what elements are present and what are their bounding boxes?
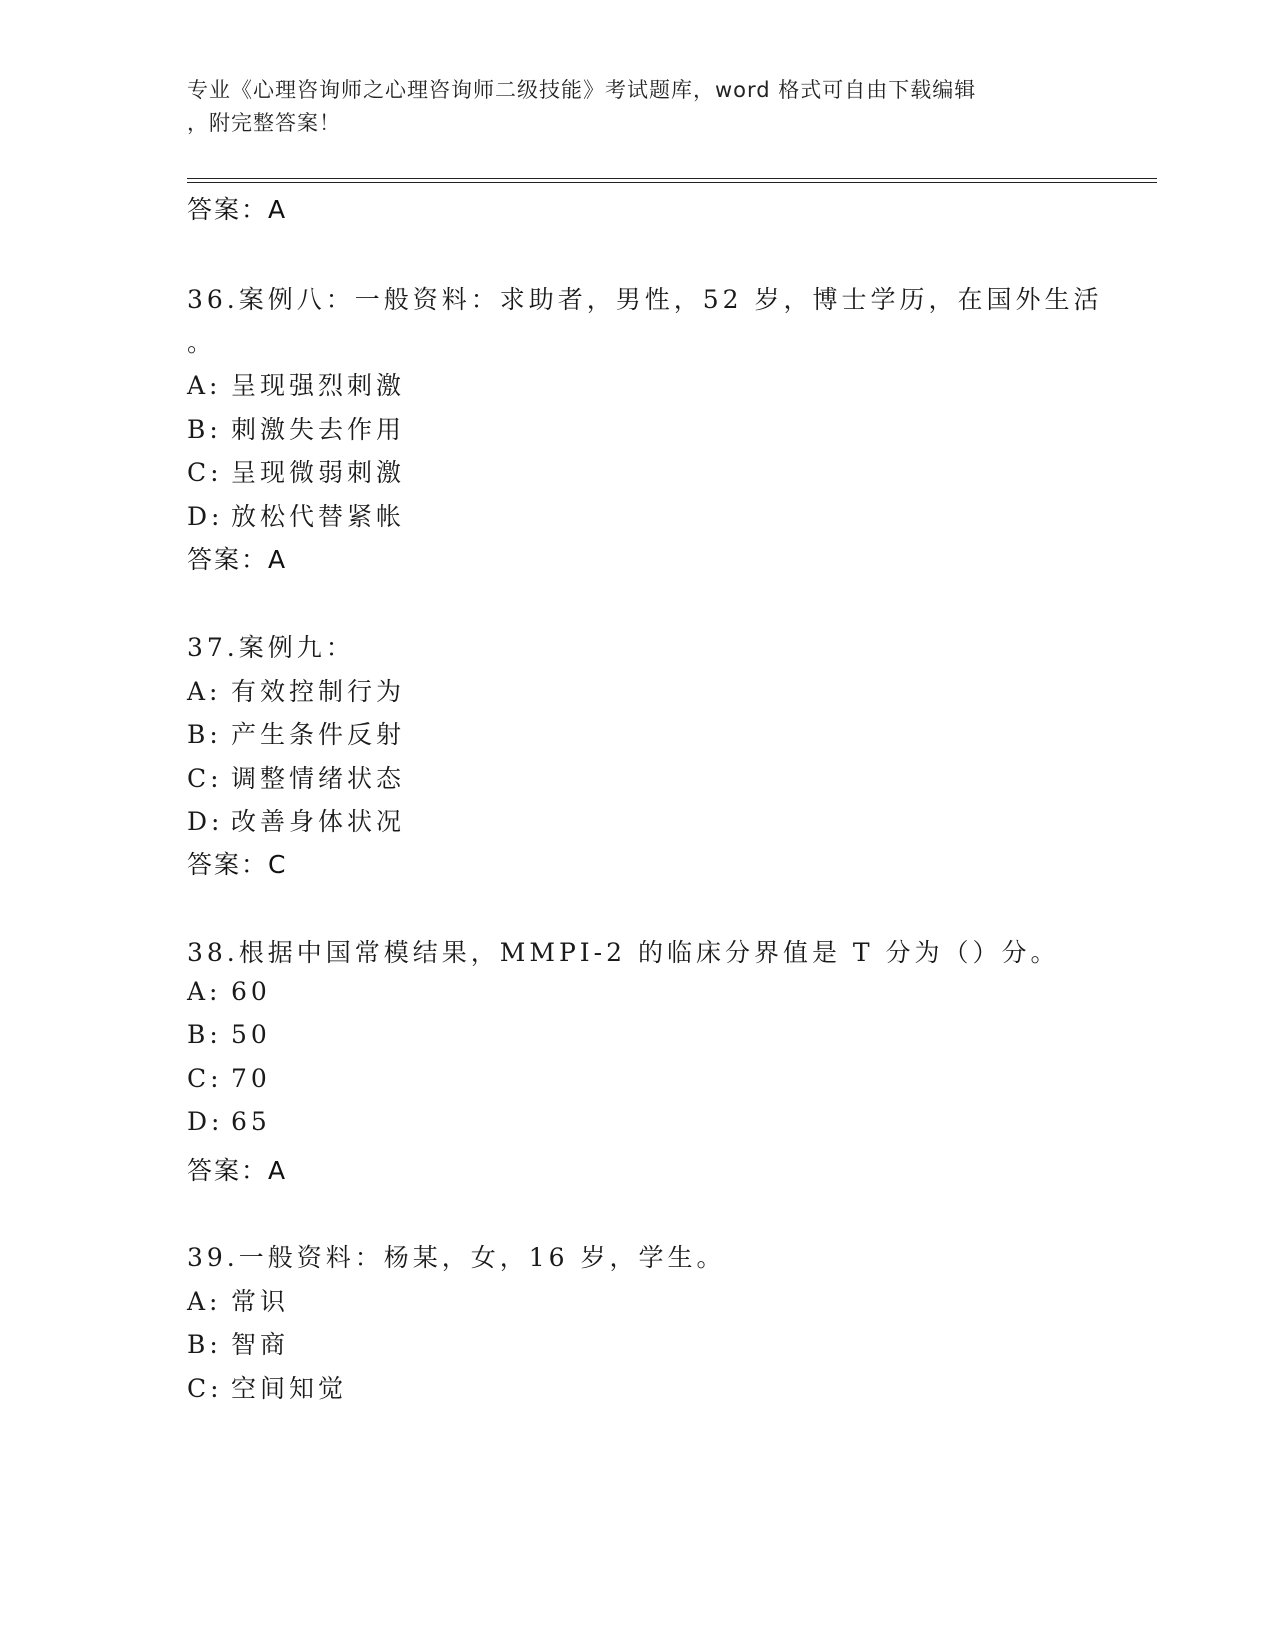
question-stem: 39.一般资料：杨某，女，16 岁，学生。: [187, 1243, 726, 1272]
option-label: A:: [187, 371, 222, 400]
option-b: [187, 410, 405, 446]
option-label: B:: [187, 415, 222, 444]
option-text: 有效控制行为: [231, 677, 406, 706]
option-a: [187, 366, 405, 402]
option-label: B:: [187, 720, 222, 749]
option-label: D:: [187, 1107, 224, 1136]
option-label: A:: [187, 1287, 222, 1316]
answer-line: 答案：C: [187, 850, 288, 879]
option-label: D:: [187, 807, 224, 836]
option-text: 调整情绪状态: [231, 764, 406, 793]
option-label: A:: [187, 677, 222, 706]
option-text: 常识: [231, 1287, 290, 1316]
question-stem: 36.案例八：一般资料：求助者，男性，52 岁，博士学历，在国外生活: [187, 285, 1103, 314]
option-b: [187, 1325, 289, 1361]
option-label: B:: [187, 1020, 222, 1049]
option-text: 智商: [231, 1330, 290, 1359]
option-d: [187, 497, 405, 533]
option-label: C:: [187, 458, 223, 487]
question-stem: 37.案例九：: [187, 633, 355, 662]
question-stem-continuation: 。: [187, 328, 217, 357]
option-a: [187, 1282, 289, 1318]
option-text: 65: [231, 1107, 271, 1136]
option-b: [187, 715, 405, 751]
answer-line: 答案：A: [187, 1156, 288, 1185]
option-text: 呈现微弱刺激: [231, 458, 406, 487]
question-stem: 38.根据中国常模结果，MMPI-2 的临床分界值是 T 分为（）分。: [187, 938, 1060, 967]
option-text: 刺激失去作用: [231, 415, 406, 444]
option-label: D:: [187, 502, 224, 531]
option-text: 放松代替紧帐: [231, 502, 406, 531]
option-label: C:: [187, 764, 223, 793]
option-b: [187, 1020, 271, 1049]
option-a: [187, 672, 405, 708]
option-c: [187, 759, 405, 795]
option-label: B:: [187, 1330, 222, 1359]
option-label: C:: [187, 1064, 223, 1093]
option-d: [187, 802, 405, 838]
document-header: [187, 74, 1067, 140]
option-c: [187, 1369, 347, 1405]
option-text: 空间知觉: [231, 1374, 348, 1403]
header-line-1: 专业《心理咨询师之心理咨询师二级技能》考试题库，word 格式可自由下载编辑: [187, 78, 977, 102]
option-c: [187, 453, 405, 489]
option-d: [187, 1107, 271, 1136]
option-text: 呈现强烈刺激: [231, 371, 406, 400]
header-line-2: ，附完整答案！: [187, 111, 341, 135]
option-label: C:: [187, 1374, 223, 1403]
option-a: [187, 977, 271, 1006]
option-text: 产生条件反射: [231, 720, 406, 749]
answer-line: 答案：A: [187, 545, 288, 574]
header-divider: [187, 178, 1157, 183]
option-label: A:: [187, 977, 222, 1006]
option-c: [187, 1064, 271, 1093]
option-text: 改善身体状况: [231, 807, 406, 836]
answer-line: 答案：A: [187, 195, 288, 224]
option-text: 60: [231, 977, 271, 1006]
option-text: 70: [231, 1064, 271, 1093]
option-text: 50: [231, 1020, 271, 1049]
